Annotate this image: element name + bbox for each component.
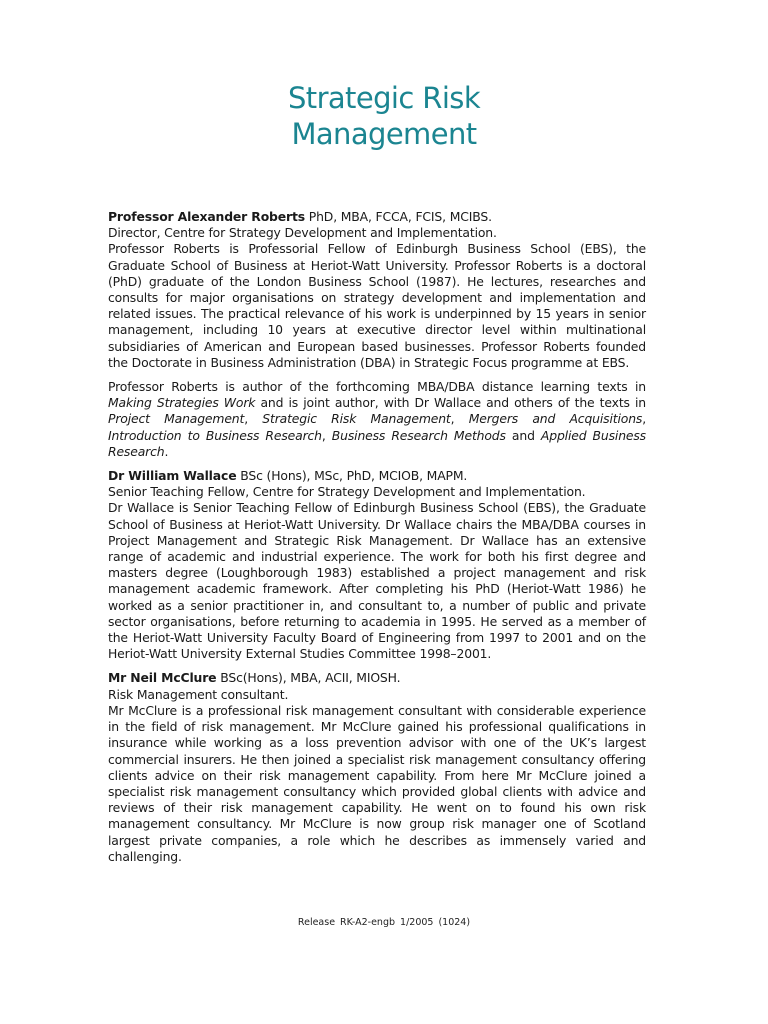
author-name: Dr William Wallace [108,468,237,484]
text-run: and [505,427,541,443]
text-run: , [321,427,332,443]
title-line-2: Management [291,117,477,151]
author-mcclure-bio [108,670,646,864]
author-credentials: PhD, MBA, FCCA, FCIS, MCIBS. [304,209,492,224]
text-run: , [450,411,469,427]
book-title: Introduction to Business Research [108,427,322,443]
text-run: . [164,443,169,459]
text-run: , [244,411,263,427]
author-role: Risk Management consultant. [108,686,289,702]
text-run: and is joint author, with Dr Wallace and others of the texts in [255,395,646,411]
author-bio-text: Mr McClure is a professional risk management consultant with considerable experience in the field of risk management. Mr McClure gained his professional qualifications in insurance while working as a loss prevention advisor with one of the UK’s largest commercial insurers. He then joined a specialist risk management consultancy offering clients advice on their risk management capability. From here Mr McClure joined a specialist risk management consultancy which provided global clients with advice and reviews of their risk management capability. He went on to found his own risk management consultancy. Mr McClure is now group risk manager one of Scotland largest private companies, a role which he describes as immensely varied and challenging. [108,702,646,864]
document-title [0,80,768,152]
book-title: Mergers and Acquisitions [468,411,643,427]
book-title: Strategic Risk Management [262,411,451,427]
author-role: Senior Teaching Fellow, Centre for Strategy Development and Implementation. [108,484,586,500]
text-run: , [642,411,647,427]
book-title: Applied Business Research [108,427,646,459]
author-credentials: BSc (Hons), MSc, PhD, MCIOB, MAPM. [236,468,468,484]
author-name: Professor Alexander Roberts [108,209,305,224]
book-title: Project Management [108,411,245,427]
book-title: Making Strategies Work [108,395,256,411]
author-roberts-texts [108,379,646,460]
author-roberts-bio [108,209,646,371]
book-title: Business Research Methods [331,427,506,443]
author-credentials: BSc(Hons), MBA, ACII, MIOSH. [216,670,401,686]
author-bio-text: Professor Roberts is Professorial Fellow of Edinburgh Business School (EBS), the Graduate School of Business at Heriot-Watt University. Professor Roberts is a doctoral (PhD) graduate of the London Business School (1987). He lectures, researches and consults for major organisations on strategy development and implementation and related issues. The practical relevance of his work is underpinned by 15 years in senior management, including 10 years at executive director level within multinational subsidiaries of American and European based businesses. Professor Roberts founded the Doctorate in Business Administration (DBA) in Strategic Focus programme at EBS. [108,241,646,370]
author-bio-text: Dr Wallace is Senior Teaching Fellow of Edinburgh Business School (EBS), the Graduate School of Business at Heriot-Watt University. Dr Wallace chairs the MBA/DBA courses in Project Management and Strategic Risk Management. Dr Wallace has an extensive range of academic and industrial experience. The work for both his first degree and masters degree (Loughborough 1983) established a project management and risk management academic framework. After completing his PhD (Heriot-Watt 1986) he worked as a senior practitioner in, and consultant to, a number of public and private sector organisations, before returning to academia in 1995. He served as a member of the Heriot-Watt University Faculty Board of Engineering from 1997 to 2001 and on the Heriot-Watt University External Studies Committee 1998–2001. [108,500,646,662]
author-name: Mr Neil McClure [108,670,217,686]
title-line-1: Strategic Risk [287,81,481,115]
release-footer: Release RK-A2-engb 1/2005 (1024) [297,917,471,928]
author-biographies [108,209,646,865]
author-role: Director, Centre for Strategy Development and Implementation. [108,225,497,241]
text-run: Professor Roberts is author of the forthcoming MBA/DBA distance learning texts in [108,379,646,395]
author-wallace-bio [108,468,646,662]
